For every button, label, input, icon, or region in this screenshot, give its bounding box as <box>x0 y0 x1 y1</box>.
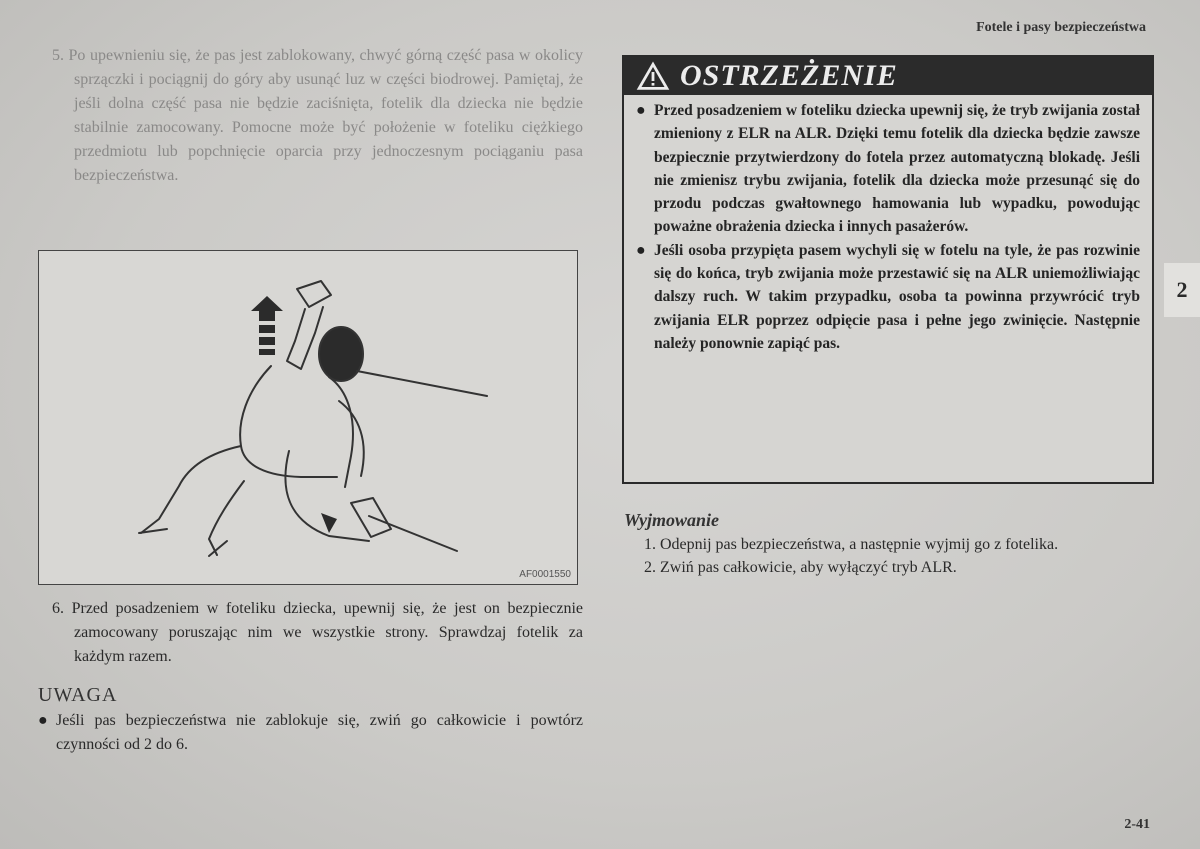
head-shape <box>319 327 363 381</box>
child-seat-side <box>339 401 364 476</box>
child-seat-belt-illustration <box>39 251 577 584</box>
belt-line-top <box>357 371 487 396</box>
headrest-shape <box>297 281 331 307</box>
pointer-arrow <box>321 513 337 533</box>
note-item <box>38 709 583 757</box>
note-item-text: Jeśli pas bezpieczeństwa nie zablokuje się, zwiń go całkowicie i powtórz czynności od 2 do 6. <box>56 712 583 753</box>
arm-shape <box>329 377 353 487</box>
pull-up-arrow <box>251 296 283 355</box>
step-6-block <box>38 597 583 669</box>
leg-right-shape <box>209 481 244 555</box>
warning-triangle-icon <box>636 61 670 91</box>
seat-back-shape <box>287 307 323 369</box>
left-column <box>38 44 583 188</box>
warning-item-text: Przed posadzeniem w foteliku dziecka upewnij się, że tryb zwijania został zmieniony z ELR na ALR. Dzięki temu fotelik dla dziecka będzie zawsze bezpiecznie przytwierdzony do fotela przez automatyczną blokadę. Jeśli nie zmienisz trybu zwijania, fotelik dla dziecka może przesunąć się do przodu podczas gwałtownego hamowania lub wypadku, powodując poważne obrażenia dziecka i innych pasażerów. <box>654 102 1140 236</box>
removal-section <box>624 510 1159 579</box>
figure-code: AF0001550 <box>519 569 571 580</box>
leg-left-shape <box>141 446 241 533</box>
section-header: Fotele i pasy bezpieczeństwa <box>976 20 1146 35</box>
warning-item <box>636 99 1140 239</box>
chapter-tab: 2 <box>1164 263 1200 317</box>
instruction-step-6: 6. Przed posadzeniem w foteliku dziecka, upewnij się, że jest on bezpiecznie zamocowany poruszając nim we wszystkie strony. Sprawdzaj fotelik za każdym razem. <box>52 600 583 665</box>
bullet-icon: ● <box>636 102 646 119</box>
removal-step-2: 2. Zwiń pas całkowicie, aby wyłączyć tryb ALR. <box>644 559 957 576</box>
instruction-step-5: 5. Po upewnieniu się, że pas jest zablokowany, chwyć górną część pasa w okolicy sprzączki i pociągnij do góry aby usunąć luz w części biodrowej. Pamiętaj, że jeśli dolna część pasa nie będzie zaciśnięta, fotelik dla dziecka nie będzie stabilnie zamocowany. Pomocne może być położenie w foteliku ciężkiego przedmiotu lub popchnięcie oparcia przy jednoczesnym pociąganiu pasa bezpieczeństwa. <box>52 47 583 184</box>
removal-title: Wyjmowanie <box>624 510 720 530</box>
page-number: 2-41 <box>1124 817 1150 832</box>
torso-shape <box>240 366 337 477</box>
note-title: UWAGA <box>38 684 118 706</box>
warning-header <box>624 57 1152 95</box>
warning-body <box>624 95 1152 355</box>
warning-box <box>622 55 1154 484</box>
warning-item <box>636 239 1140 355</box>
warning-title: OSTRZEŻENIE <box>680 59 898 92</box>
note-box <box>38 684 583 757</box>
warning-item-text: Jeśli osoba przypięta pasem wychyli się w fotelu na tyle, że pas rozwinie się do końca, tryb zwijania może przestawić się na ALR uniemożliwiając dalszy ruch. W takim przypadku, osoba ta powinna przywrócić tryb zwijania ELR poprzez odpięcie pasa i pełne jego zwinięcie. Następnie należy ponownie zapiąć pas. <box>654 241 1140 352</box>
bullet-icon: ● <box>636 241 646 259</box>
bullet-icon: ● <box>38 712 48 729</box>
removal-step-1: 1. Odepnij pas bezpieczeństwa, a następnie wyjmij go z fotelika. <box>644 536 1059 553</box>
illustration-child-seat <box>38 250 578 585</box>
